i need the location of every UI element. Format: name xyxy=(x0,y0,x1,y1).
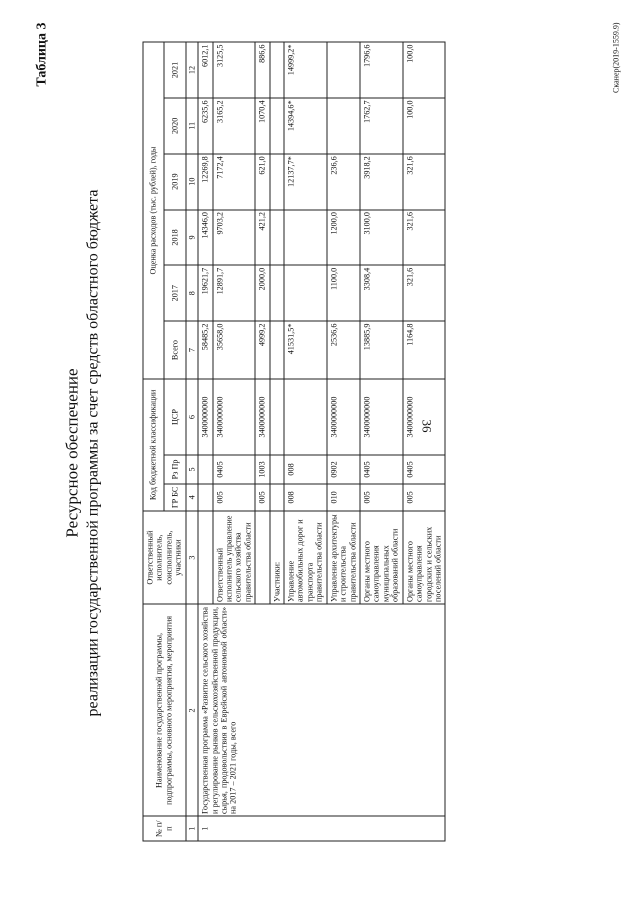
index-cell: 8 xyxy=(185,265,197,321)
header-rz: Рз Пр xyxy=(164,454,185,483)
header-csr: ЦСР xyxy=(164,379,185,455)
footer-scan-note: Сканер(2019-1559.9) xyxy=(611,22,620,93)
index-cell: 11 xyxy=(185,97,197,153)
cell-y2019: 621,0 xyxy=(255,153,269,209)
cell-y2020 xyxy=(269,97,283,153)
header-2018: 2018 xyxy=(164,209,185,265)
cell-y2021: 14999,2* xyxy=(284,42,327,98)
index-cell: 7 xyxy=(185,321,197,379)
index-cell: 6 xyxy=(185,379,197,455)
cell-resp xyxy=(255,510,269,604)
cell-y2018 xyxy=(284,209,327,265)
cell-resp xyxy=(198,510,212,604)
cell-y2021 xyxy=(326,42,359,98)
cell-rz: 0405 xyxy=(402,454,445,483)
cell-y2019: 3918,2 xyxy=(360,153,403,209)
cell-rz xyxy=(198,454,212,483)
cell-resp: Ответственный исполнитель управление сельского хозяйства правительства области xyxy=(212,510,255,604)
cell-resp: Участники: xyxy=(269,510,283,604)
index-cell: 4 xyxy=(185,483,197,510)
cell-total: 58485,2 xyxy=(198,321,212,379)
cell-gr: 005 xyxy=(255,483,269,510)
cell-total: 41531,5* xyxy=(284,321,327,379)
header-name: Наименование государственной программы, подпрограммы, основного мероприятия, мероприятия xyxy=(143,604,186,816)
row-number: 1 xyxy=(198,816,445,841)
cell-gr xyxy=(198,483,212,510)
cell-y2020: 14394,6* xyxy=(284,97,327,153)
cell-y2017: 12891,7 xyxy=(212,265,255,321)
cell-y2018: 3100,0 xyxy=(360,209,403,265)
index-row xyxy=(185,42,197,841)
cell-resp: Управление архитектуры и строительства правительства области xyxy=(326,510,359,604)
cell-csr: 3400000000 xyxy=(402,379,445,455)
header-budget-code: Код бюджетной классификации xyxy=(143,379,164,511)
cell-y2018: 321,6 xyxy=(402,209,445,265)
cell-csr xyxy=(284,379,327,455)
cell-rz: 0405 xyxy=(212,454,255,483)
title-line-1: Ресурсное обеспечение xyxy=(62,367,81,538)
cell-y2019 xyxy=(269,153,283,209)
cell-rz xyxy=(269,454,283,483)
cell-gr: 010 xyxy=(326,483,359,510)
cell-resp: Органы местного самоуправления городских и сельских поселений области xyxy=(402,510,445,604)
cell-y2020: 1762,7 xyxy=(360,97,403,153)
cell-rz: 008 xyxy=(284,454,327,483)
cell-gr xyxy=(269,483,283,510)
cell-csr: 3400000000 xyxy=(212,379,255,455)
cell-resp: Управление автомобильных дорог и транспорта правительства области xyxy=(284,510,327,604)
cell-rz: 0405 xyxy=(360,454,403,483)
cell-y2021: 100,0 xyxy=(402,42,445,98)
cell-y2017: 2000,0 xyxy=(255,265,269,321)
index-cell: 2 xyxy=(185,604,197,816)
cell-resp: Органы местного самоуправления муниципальных образований области xyxy=(360,510,403,604)
cell-total: 13885,9 xyxy=(360,321,403,379)
cell-y2017: 3308,4 xyxy=(360,265,403,321)
cell-y2020 xyxy=(326,97,359,153)
index-cell: 3 xyxy=(185,510,197,604)
header-2020: 2020 xyxy=(164,97,185,153)
index-cell: 5 xyxy=(185,454,197,483)
title-line-2: реализации государственной программы за счет средств областного бюджета xyxy=(84,189,101,716)
cell-y2018: 1200,0 xyxy=(326,209,359,265)
cell-y2020: 1070,4 xyxy=(255,97,269,153)
index-cell: 9 xyxy=(185,209,197,265)
program-name: Государственная программа «Развитие сельского хозяйства и регулирование рынков сельскохозяйственной продукции, сырья, продовольствия в Еврейской автономной области» на 2017 – 2021 годы, всего xyxy=(198,604,445,816)
cell-rz: 0902 xyxy=(326,454,359,483)
cell-csr: 3400000000 xyxy=(198,379,212,455)
cell-total: 2536,6 xyxy=(326,321,359,379)
cell-rz: 1003 xyxy=(255,454,269,483)
cell-y2017 xyxy=(269,265,283,321)
cell-y2021 xyxy=(269,42,283,98)
cell-y2020: 3165,2 xyxy=(212,97,255,153)
cell-y2018 xyxy=(269,209,283,265)
cell-total xyxy=(269,321,283,379)
cell-gr: 005 xyxy=(360,483,403,510)
cell-total: 1164,8 xyxy=(402,321,445,379)
cell-total: 4999,2 xyxy=(255,321,269,379)
cell-csr: 3400000000 xyxy=(360,379,403,455)
header-2021: 2021 xyxy=(164,42,185,98)
cell-y2021: 6012,1 xyxy=(198,42,212,98)
cell-y2018: 421,2 xyxy=(255,209,269,265)
cell-y2017: 19621,7 xyxy=(198,265,212,321)
cell-y2021: 3125,5 xyxy=(212,42,255,98)
cell-y2020: 100,0 xyxy=(402,97,445,153)
header-num: № п/п xyxy=(143,816,186,841)
header-total: Всего xyxy=(164,321,185,379)
cell-y2018: 14346,0 xyxy=(198,209,212,265)
cell-y2019: 12137,7* xyxy=(284,153,327,209)
cell-csr xyxy=(269,379,283,455)
cell-y2019: 12269,8 xyxy=(198,153,212,209)
header-cost: Оценка расходов (тыс. рублей), годы xyxy=(143,42,164,379)
cell-y2019: 7172,4 xyxy=(212,153,255,209)
header-2017: 2017 xyxy=(164,265,185,321)
index-cell: 1 xyxy=(185,816,197,841)
table-label: Таблица 3 xyxy=(34,22,49,87)
cell-gr: 005 xyxy=(212,483,255,510)
cell-csr: 3400000000 xyxy=(255,379,269,455)
cell-y2017 xyxy=(284,265,327,321)
index-cell: 10 xyxy=(185,153,197,209)
cell-y2021: 1796,6 xyxy=(360,42,403,98)
cell-y2019: 236,6 xyxy=(326,153,359,209)
header-gr: ГР БС xyxy=(164,483,185,510)
page-number: 36 xyxy=(419,419,435,433)
cell-y2017: 321,6 xyxy=(402,265,445,321)
cell-gr: 005 xyxy=(402,483,445,510)
resource-table xyxy=(142,41,445,841)
cell-gr: 008 xyxy=(284,483,327,510)
table-row xyxy=(198,42,212,841)
cell-y2017: 1100,0 xyxy=(326,265,359,321)
cell-y2020: 6235,6 xyxy=(198,97,212,153)
cell-y2019: 321,6 xyxy=(402,153,445,209)
cell-total: 35658,0 xyxy=(212,321,255,379)
cell-csr: 3400000000 xyxy=(326,379,359,455)
cell-y2021: 886,6 xyxy=(255,42,269,98)
header-2019: 2019 xyxy=(164,153,185,209)
cell-y2018: 9703,2 xyxy=(212,209,255,265)
header-resp: Ответственный исполнитель, соисполнитель, участники xyxy=(143,510,186,604)
index-cell: 12 xyxy=(185,42,197,98)
